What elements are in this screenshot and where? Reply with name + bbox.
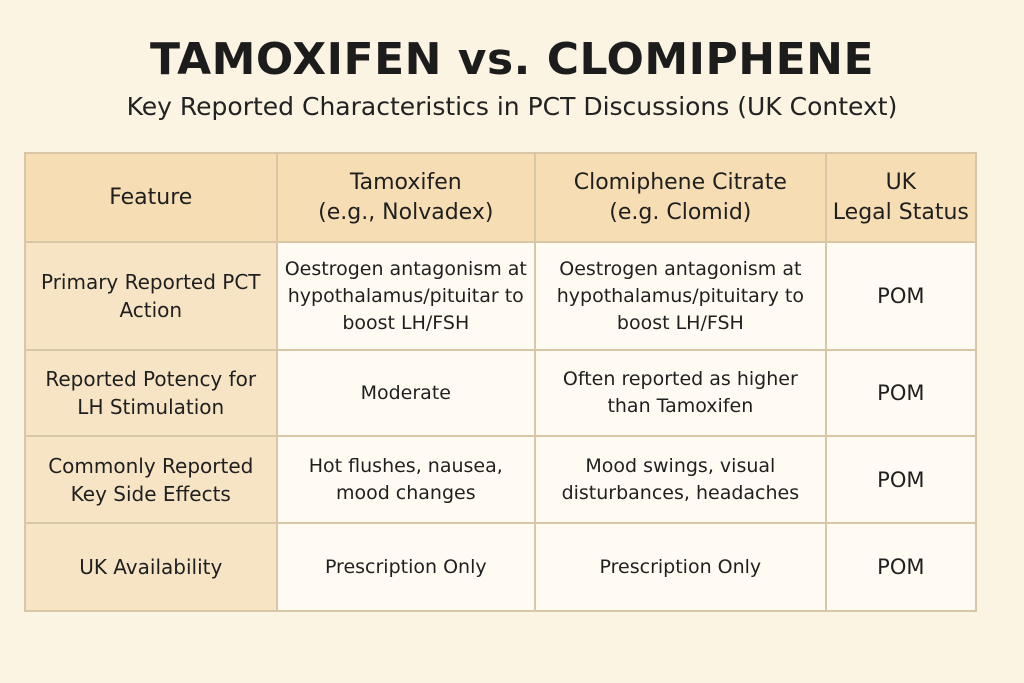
table-row bbox=[25, 242, 976, 350]
column-header-uk-status bbox=[826, 153, 976, 242]
clomiphene-cell: Oestrogen antagonism at hypothalamus/pituitary to boost LH/FSH bbox=[535, 242, 826, 350]
column-header-sublabel: Legal Status bbox=[832, 199, 969, 225]
row-feature-cell: Primary Reported PCT Action bbox=[25, 242, 277, 350]
row-feature-cell: Reported Potency for LH Stimulation bbox=[25, 350, 277, 436]
uk-status-cell: POM bbox=[826, 436, 976, 523]
column-header-label: UK bbox=[885, 169, 917, 195]
column-header-label: Clomiphene Citrate bbox=[573, 169, 787, 195]
page-title: TAMOXIFEN vs. CLOMIPHENE bbox=[149, 34, 875, 85]
tamoxifen-cell: Hot flushes, nausea, mood changes bbox=[277, 436, 536, 523]
uk-status-cell: POM bbox=[826, 523, 976, 611]
column-header-tamoxifen bbox=[277, 153, 536, 242]
table-row bbox=[25, 523, 976, 611]
row-feature-cell: UK Availability bbox=[25, 523, 277, 611]
tamoxifen-cell: Oestrogen antagonism at hypothalamus/pituitar to boost LH/FSH bbox=[277, 242, 536, 350]
table-row bbox=[25, 436, 976, 523]
comparison-table bbox=[24, 152, 977, 612]
column-header-label: Tamoxifen bbox=[349, 169, 462, 195]
uk-status-cell: POM bbox=[826, 242, 976, 350]
column-header-feature bbox=[25, 153, 277, 242]
clomiphene-cell: Prescription Only bbox=[535, 523, 826, 611]
uk-status-cell: POM bbox=[826, 350, 976, 436]
tamoxifen-cell: Moderate bbox=[277, 350, 536, 436]
table-row bbox=[25, 350, 976, 436]
table-header-row bbox=[25, 153, 976, 242]
column-header-clomiphene bbox=[535, 153, 826, 242]
column-header-label: Feature bbox=[109, 184, 193, 210]
tamoxifen-cell: Prescription Only bbox=[277, 523, 536, 611]
column-header-sublabel: (e.g. Clomid) bbox=[609, 199, 752, 225]
page-subtitle: Key Reported Characteristics in PCT Discussions (UK Context) bbox=[126, 92, 898, 121]
clomiphene-cell: Often reported as higher than Tamoxifen bbox=[535, 350, 826, 436]
clomiphene-cell: Mood swings, visual disturbances, headaches bbox=[535, 436, 826, 523]
column-header-sublabel: (e.g., Nolvadex) bbox=[318, 199, 494, 225]
row-feature-cell: Commonly Reported Key Side Effects bbox=[25, 436, 277, 523]
